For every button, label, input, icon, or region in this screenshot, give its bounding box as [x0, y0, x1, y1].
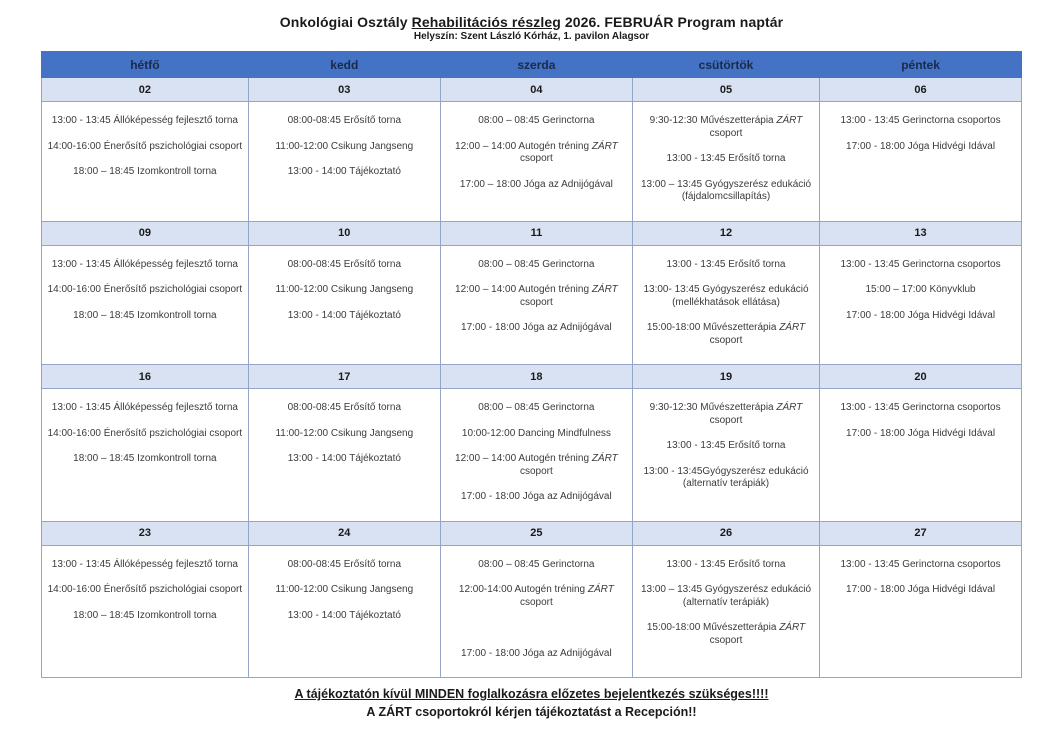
event-entry: 15:00-18:00 Művészetterápia ZÁRT csoport — [646, 322, 806, 346]
day-cell — [820, 102, 1022, 222]
event-entry: 13:00 - 14:00 Tájékoztató — [287, 609, 401, 621]
date-cell: 03 — [248, 78, 440, 102]
day-cell — [248, 389, 440, 522]
event-entry: 13:00 - 13:45 Állóképesség fejlesztő torna — [51, 402, 238, 413]
event-entry: 08:00 – 08:45 Gerinctorna — [478, 402, 595, 413]
date-cell: 12 — [632, 221, 819, 245]
event-entry: 13:00 - 13:45 Gerinctorna csoportos — [840, 258, 1001, 270]
event-entry: 13:00 – 13:45 Gyógyszerész edukáció (alternatív terápiák) — [640, 584, 812, 608]
event-entry: 15:00 – 17:00 Könyvklub — [865, 284, 976, 295]
event-entry: 13:00 - 13:45 Állóképesség fejlesztő torna — [51, 115, 238, 126]
event-entry: 13:00 - 13:45 Gerinctorna csoportos — [840, 558, 1001, 570]
date-cell: 11 — [440, 221, 632, 245]
date-cell: 02 — [42, 78, 249, 102]
event-entry: 17:00 - 18:00 Jóga Hidvégi Idával — [846, 309, 996, 321]
event-entry: 11:00-12:00 Csikung Jangseng — [275, 584, 414, 595]
event-entry: 08:00 – 08:45 Gerinctorna — [478, 258, 595, 270]
day-cell — [42, 389, 249, 522]
event-entry: 12:00 – 14:00 Autogén tréning ZÁRT csoport — [455, 140, 618, 164]
event-entry: 14:00-16:00 Énerősítő pszichológiai csoport — [47, 584, 243, 595]
day-cell — [440, 389, 632, 522]
event-entry: 08:00 – 08:45 Gerinctorna — [478, 558, 595, 570]
week-content-row — [42, 545, 1022, 678]
day-cell — [440, 102, 632, 222]
date-cell: 27 — [820, 521, 1022, 545]
date-cell: 26 — [632, 521, 819, 545]
event-entry: 13:00 - 14:00 Tájékoztató — [287, 309, 401, 321]
event-entry: 13:00 - 13:45 Gerinctorna csoportos — [840, 115, 1001, 126]
title-part-2: 2026. FEBRUÁR Program naptár — [560, 14, 784, 30]
date-cell: 24 — [248, 521, 440, 545]
date-row — [42, 521, 1022, 545]
event-entry: 08:00 – 08:45 Gerinctorna — [478, 115, 595, 126]
event-entry: 13:00 - 13:45 Állóképesség fejlesztő torna — [51, 258, 238, 270]
date-cell: 18 — [440, 365, 632, 389]
event-entry: 13:00 - 13:45 Erősítő torna — [666, 558, 786, 570]
date-cell: 19 — [632, 365, 819, 389]
closed-groups-note: A ZÁRT csoportokról kérjen tájékoztatást a Recepción!! — [366, 705, 697, 719]
location-subtitle: Helyszín: Szent László Kórház, 1. pavilon Alagsor — [413, 31, 650, 42]
event-entry: 13:00 - 13:45Gyógyszerész edukáció (alternatív terápiák) — [643, 465, 809, 489]
event-entry: 17:00 - 18:00 Jóga az Adnijógával — [461, 647, 612, 659]
event-entry: 13:00 - 13:45 Erősítő torna — [666, 258, 786, 270]
date-cell: 20 — [820, 365, 1022, 389]
event-entry: 17:00 - 18:00 Jóga az Adnijógával — [461, 322, 612, 333]
program-calendar-body — [42, 78, 1022, 678]
date-cell: 17 — [248, 365, 440, 389]
event-spacer — [446, 622, 627, 635]
event-entry: 08:00-08:45 Erősítő torna — [287, 258, 402, 270]
weekday-header-friday: péntek — [820, 52, 1022, 78]
day-cell — [42, 545, 249, 678]
event-entry: 12:00 – 14:00 Autogén tréning ZÁRT csoport — [455, 284, 618, 308]
week-content-row — [42, 102, 1022, 222]
event-entry: 12:00-14:00 Autogén tréning ZÁRT csoport — [458, 584, 614, 608]
event-entry: 10:00-12:00 Dancing Mindfulness — [461, 427, 611, 439]
date-row — [42, 221, 1022, 245]
event-entry: 15:00-18:00 Művészetterápia ZÁRT csoport — [646, 622, 806, 646]
event-entry: 18:00 – 18:45 Izomkontroll torna — [73, 609, 217, 621]
day-cell — [248, 545, 440, 678]
weekday-header-wednesday: szerda — [440, 52, 632, 78]
event-entry: 9:30-12:30 Művészetterápia ZÁRT csoport — [649, 115, 803, 139]
event-entry: 14:00-16:00 Énerősítő pszichológiai csoport — [47, 427, 243, 439]
day-cell — [248, 245, 440, 365]
date-cell: 09 — [42, 221, 249, 245]
day-cell — [632, 102, 819, 222]
event-entry: 17:00 - 18:00 Jóga az Adnijógával — [461, 491, 612, 502]
event-entry: 11:00-12:00 Csikung Jangseng — [275, 140, 414, 152]
date-cell: 06 — [820, 78, 1022, 102]
day-cell — [820, 245, 1022, 365]
event-entry: 12:00 – 14:00 Autogén tréning ZÁRT csoport — [455, 453, 618, 477]
event-entry: 18:00 – 18:45 Izomkontroll torna — [73, 453, 217, 464]
event-entry: 13:00 - 13:45 Erősítő torna — [666, 440, 786, 451]
date-cell: 04 — [440, 78, 632, 102]
event-entry: 14:00-16:00 Énerősítő pszichológiai csoport — [47, 140, 243, 152]
title-underlined-part: Rehabilitációs részleg — [411, 14, 561, 30]
event-entry: 08:00-08:45 Erősítő torna — [287, 115, 402, 126]
event-entry: 13:00 - 14:00 Tájékoztató — [287, 166, 401, 177]
event-entry: 13:00 - 14:00 Tájékoztató — [287, 453, 401, 464]
title-part-1: Onkológiai Osztály — [279, 14, 412, 30]
date-cell: 13 — [820, 221, 1022, 245]
event-entry: 13:00- 13:45 Gyógyszerész edukáció (mellékhatások ellátása) — [643, 284, 809, 308]
day-cell — [632, 245, 819, 365]
day-cell — [42, 245, 249, 365]
day-cell — [440, 545, 632, 678]
event-entry: 18:00 – 18:45 Izomkontroll torna — [73, 166, 217, 177]
weekday-header-row — [42, 52, 1022, 78]
event-entry: 17:00 - 18:00 Jóga Hidvégi Idával — [846, 584, 996, 595]
day-cell — [820, 545, 1022, 678]
date-row — [42, 78, 1022, 102]
date-cell: 23 — [42, 521, 249, 545]
weekday-header-thursday: csütörtök — [632, 52, 819, 78]
event-entry: 13:00 - 13:45 Állóképesség fejlesztő torna — [51, 558, 238, 570]
event-entry: 9:30-12:30 Művészetterápia ZÁRT csoport — [649, 402, 803, 426]
day-cell — [440, 245, 632, 365]
event-entry: 18:00 – 18:45 Izomkontroll torna — [73, 309, 217, 321]
day-cell — [632, 545, 819, 678]
footer-notes — [41, 687, 1022, 719]
day-cell — [632, 389, 819, 522]
week-content-row — [42, 389, 1022, 522]
date-cell: 05 — [632, 78, 819, 102]
event-entry: 13:00 - 13:45 Erősítő torna — [666, 153, 786, 164]
program-table — [41, 51, 1022, 678]
event-entry: 17:00 – 18:00 Jóga az Adnijógával — [459, 178, 613, 190]
event-entry: 11:00-12:00 Csikung Jangseng — [275, 427, 414, 439]
date-cell: 16 — [42, 365, 249, 389]
event-entry: 13:00 - 13:45 Gerinctorna csoportos — [840, 402, 1001, 413]
date-cell: 10 — [248, 221, 440, 245]
day-cell — [42, 102, 249, 222]
date-row — [42, 365, 1022, 389]
day-cell — [248, 102, 440, 222]
event-entry: 08:00-08:45 Erősítő torna — [287, 558, 402, 570]
event-entry: 17:00 - 18:00 Jóga Hidvégi Idával — [846, 140, 996, 152]
week-content-row — [42, 245, 1022, 365]
page-title — [41, 14, 1022, 30]
day-cell — [820, 389, 1022, 522]
booking-required-note: A tájékoztatón kívül MINDEN foglalkozásra előzetes bejelentkezés szükséges!!!! — [294, 687, 769, 701]
weekday-header-tuesday: kedd — [248, 52, 440, 78]
weekday-header-monday: hétfő — [42, 52, 249, 78]
event-entry: 17:00 - 18:00 Jóga Hidvégi Idával — [846, 427, 996, 439]
event-entry: 08:00-08:45 Erősítő torna — [287, 402, 402, 413]
event-entry: 14:00-16:00 Énerősítő pszichológiai csoport — [47, 284, 243, 295]
event-entry: 11:00-12:00 Csikung Jangseng — [275, 284, 414, 295]
event-entry: 13:00 – 13:45 Gyógyszerész edukáció (fájdalomcsillapítás) — [640, 178, 812, 202]
date-cell: 25 — [440, 521, 632, 545]
